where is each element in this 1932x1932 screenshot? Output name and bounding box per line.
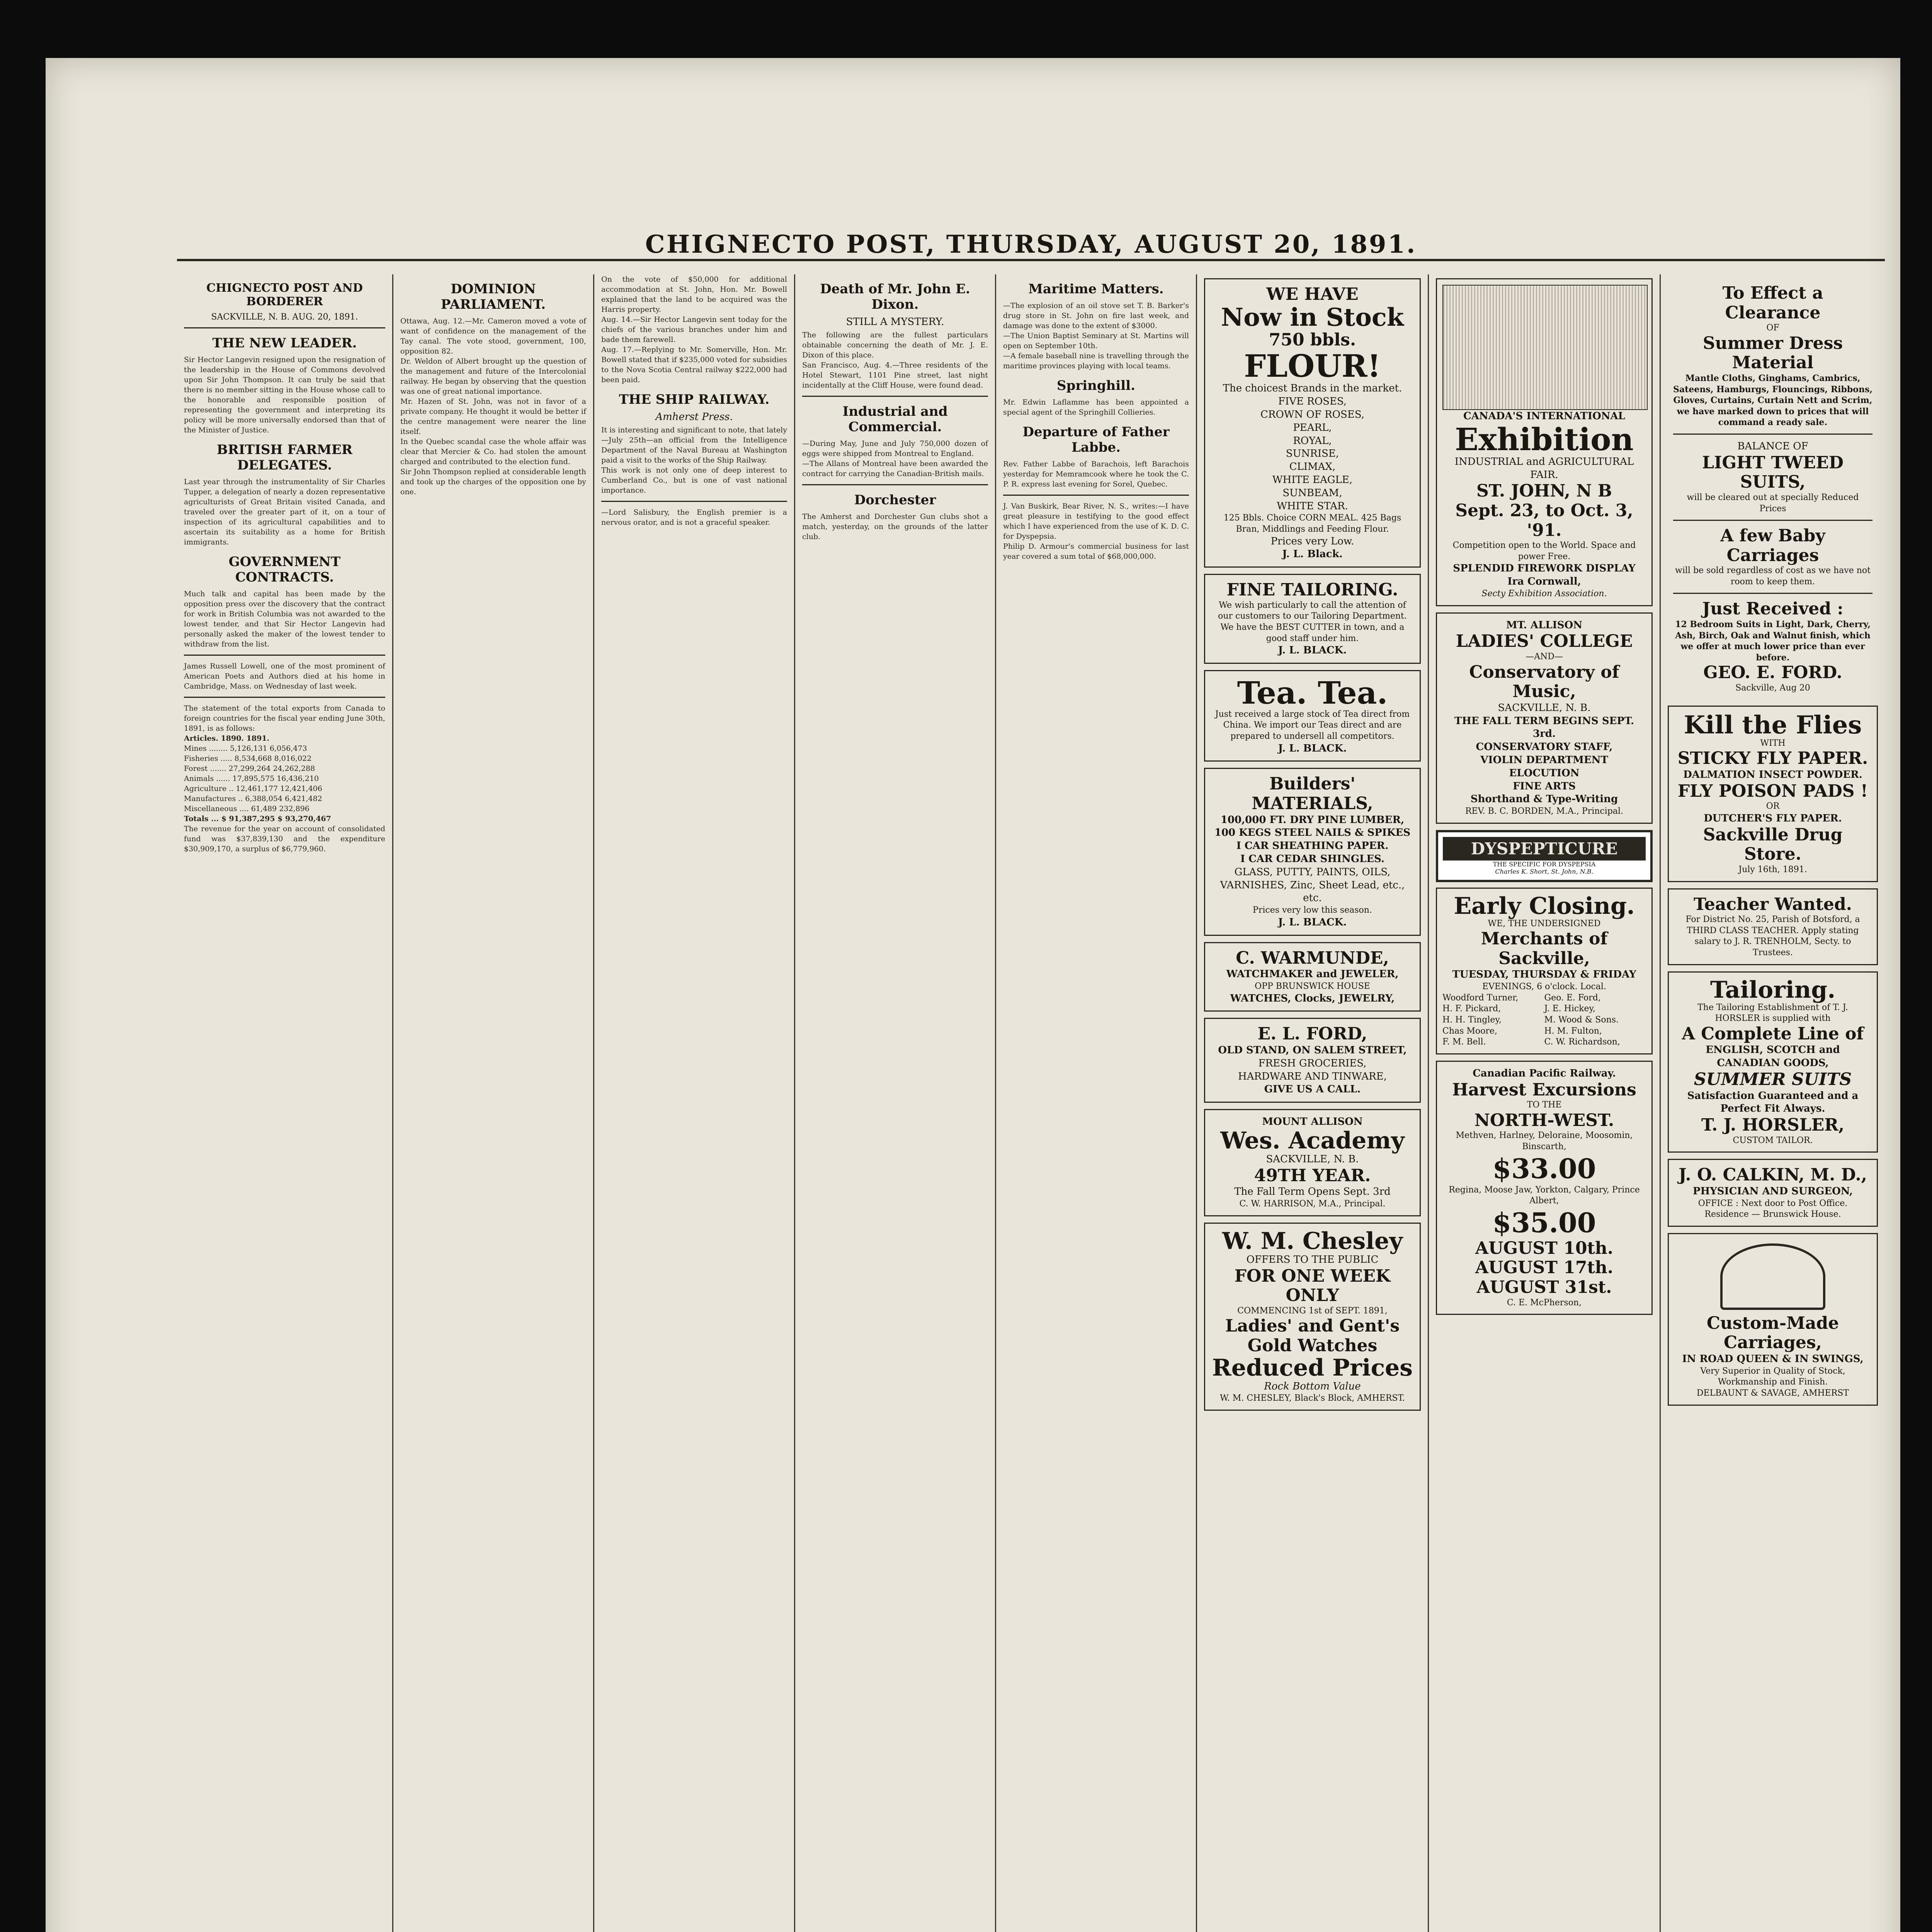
- column-6-ads: [1197, 274, 1429, 1932]
- article-body: —The Allans of Montreal have been awarded the contract for carrying the Canadian-British mails.: [802, 459, 988, 478]
- chesley-commencing: COMMENCING 1st of SEPT. 1891,: [1237, 1306, 1388, 1316]
- tailoring-ad: [1204, 574, 1421, 664]
- flour-prices: Prices very Low.: [1270, 535, 1354, 547]
- harvest-to: TO THE: [1527, 1100, 1562, 1110]
- carriages-signature: DELBAUNT & SAVAGE, AMHERST: [1696, 1388, 1849, 1398]
- ford-stand: OLD STAND, ON SALEM STREET,: [1218, 1044, 1407, 1056]
- article-headline: THE NEW LEADER.: [212, 335, 357, 351]
- drugstore-date: July 16th, 1891.: [1738, 864, 1807, 874]
- ford-hardware: HARDWARE AND TINWARE,: [1238, 1070, 1387, 1082]
- warmunde-trade: WATCHMAKER and JEWELER,: [1226, 968, 1399, 980]
- ford-date: Sackville, Aug 20: [1735, 683, 1810, 693]
- chesley-signature: W. M. CHESLEY, Black's Block, AMHERST.: [1220, 1393, 1405, 1403]
- tea-title: Tea. Tea.: [1237, 674, 1388, 711]
- tailoring-title: FINE TAILORING.: [1226, 580, 1398, 600]
- article-body: Ottawa, Aug. 12.—Mr. Cameron moved a vote of want of confidence on the management of the Tay canal. The vote stood, government, 100, opposition 82.: [400, 317, 586, 355]
- article-body: —A female baseball nine is travelling through the maritime provinces playing with local teams.: [1003, 352, 1189, 370]
- exports-total: Totals ... $ 91,387,295 $ 93,270,467: [184, 815, 331, 823]
- ford-goods: FRESH GROCERIES,: [1258, 1057, 1367, 1069]
- closing-evenings: EVENINGS, 6 o'clock. Local.: [1482, 982, 1606, 992]
- college-ad: [1436, 612, 1653, 824]
- article-headline: Industrial and Commercial.: [842, 404, 948, 435]
- column-2: [393, 274, 594, 1932]
- article-headline: GOVERNMENT CONTRACTS.: [228, 554, 341, 585]
- harvest-price: $35.00: [1492, 1206, 1596, 1239]
- clearance-of: OF: [1766, 323, 1779, 333]
- tea-ad: [1204, 670, 1421, 762]
- article-body: Philip D. Armour's commercial business for last year covered a sum total of $68,000,000.: [1003, 542, 1189, 561]
- builders-price: Prices very low this season.: [1253, 905, 1372, 915]
- flies-with: WITH: [1760, 738, 1786, 748]
- article-headline: THE SHIP RAILWAY.: [619, 392, 770, 407]
- merchant-name: H. F. Pickard,: [1442, 1004, 1501, 1014]
- article-body: Rev. Father Labbe of Barachois, left Barachois yesterday for Memramcook where he took the C. P. R. express last evening for Sorel, Quebec.: [1003, 460, 1189, 488]
- carriages-sub: IN ROAD QUEEN & IN SWINGS,: [1682, 1353, 1864, 1365]
- flies-ad: [1668, 706, 1878, 882]
- ford-call: GIVE US A CALL.: [1264, 1083, 1361, 1095]
- horsler-title: Tailoring.: [1710, 976, 1836, 1003]
- article-subhead: STILL A MYSTERY.: [846, 316, 944, 328]
- chesley-watches: Ladies' and Gent's Gold Watches: [1225, 1316, 1400, 1355]
- college-staff: CONSERVATORY STAFF,: [1476, 741, 1613, 753]
- merchant-name: Woodford Turner,: [1442, 993, 1519, 1003]
- lowell-notice: James Russell Lowell, one of the most prominent of American Poets and Authors died at his home in Cambridge, Mass. on Wednesday of last week.: [184, 662, 385, 690]
- divider: [1673, 434, 1872, 435]
- drugstore-name: Sackville Drug Store.: [1703, 825, 1843, 864]
- received-title: Just Received :: [1702, 599, 1844, 619]
- chesley-rock: Rock Bottom Value: [1264, 1380, 1361, 1392]
- newspaper-page: [46, 58, 1900, 1932]
- exhibition-location: ST. JOHN, N B: [1476, 481, 1612, 501]
- divider: [184, 655, 385, 656]
- merchant-name: J. E. Hickey,: [1544, 1004, 1596, 1014]
- harvest-date: AUGUST 10th.: [1475, 1238, 1614, 1258]
- college-and: —AND—: [1526, 651, 1563, 662]
- flour-brand: PEARL,: [1293, 422, 1332, 434]
- carriages-ad: [1668, 1233, 1878, 1406]
- ford-ad: [1204, 1018, 1421, 1103]
- exhibition-ad: [1436, 278, 1653, 606]
- merchant-name: C. W. Richardson,: [1544, 1037, 1620, 1047]
- article-body: —Lord Salisbury, the English premier is a nervous orator, and is not a graceful speaker.: [601, 508, 787, 527]
- paper-title: CHIGNECTO POST AND BORDERER: [206, 281, 363, 308]
- builders-item: I CAR CEDAR SHINGLES.: [1240, 853, 1385, 865]
- harvest-northwest: NORTH-WEST.: [1474, 1110, 1614, 1130]
- poison-title: FLY POISON PADS !: [1677, 781, 1868, 801]
- builders-misc: GLASS, PUTTY, PAINTS, OILS, VARNISHES, Zinc, Sheet Lead, etc., etc.: [1220, 866, 1405, 904]
- sticky-title: STICKY FLY PAPER.: [1677, 748, 1868, 769]
- divider: [1003, 495, 1189, 496]
- clearance-title: To Effect a Clearance: [1722, 283, 1823, 323]
- tea-body: Just received a large stock of Tea direct from China. We import our Teas direct and are prepared to undersell all competitors.: [1215, 709, 1410, 742]
- warmunde-goods: WATCHES, Clocks, JEWELRY,: [1230, 992, 1395, 1004]
- college-term: THE FALL TERM BEGINS SEPT. 3rd.: [1454, 715, 1634, 740]
- builders-ad: [1204, 768, 1421, 935]
- warmunde-ad: [1204, 942, 1421, 1012]
- harvest-signature: C. E. McPherson,: [1507, 1298, 1582, 1308]
- article-body: Last year through the instrumentality of Sir Charles Tupper, a delegation of nearly a dozen representative agriculturists of Great Britain visited Canada, and traveled over the greater part of it, on a tour of inspection of its agricultural capabilities and to ascertain its suitability as a home for British immigrants.: [184, 478, 385, 546]
- teacher-title: Teacher Wanted.: [1694, 894, 1852, 914]
- masthead-title: CHIGNECTO POST, THURSDAY, AUGUST 20, 1891.: [645, 230, 1417, 259]
- closing-days: TUESDAY, THURSDAY & FRIDAY: [1452, 969, 1636, 981]
- flour-word: FLOUR!: [1244, 348, 1381, 384]
- chesley-offers: OFFERS TO THE PUBLIC: [1246, 1253, 1379, 1265]
- exports-row: Animals ...... 17,895,575 16,436,210: [184, 774, 319, 783]
- exhibition-dates: Sept. 23, to Oct. 3, '91.: [1455, 500, 1633, 540]
- harvest-towns: Methven, Harlney, Deloraine, Moosomin, Binscarth,: [1456, 1131, 1633, 1151]
- chesley-name: W. M. Chesley: [1222, 1227, 1403, 1255]
- warmunde-location: OPP BRUNSWICK HOUSE: [1255, 981, 1370, 992]
- closing-merchants: Merchants of Sackville,: [1481, 929, 1608, 968]
- harvest-date: AUGUST 31st.: [1476, 1277, 1612, 1297]
- harvest-towns: Regina, Moose Jaw, Yorkton, Calgary, Prince Albert,: [1449, 1185, 1640, 1206]
- article-body: Sir Hector Langevin resigned upon the resignation of the leadership in the House of Commons devolved upon Sir John Thompson. It can truly be said that there is no member sitting in the House whose call to the honorable and responsible position of representing the government and interpreting its policy will be more universally endorsed than that of the Minister of Justice.: [184, 355, 385, 434]
- merchant-name: Chas Moore,: [1442, 1026, 1497, 1036]
- carriages-title: Custom-Made Carriages,: [1706, 1313, 1839, 1353]
- calkin-office: OFFICE : Next door to Post Office.: [1698, 1198, 1848, 1208]
- article-headline: Dorchester: [854, 492, 936, 508]
- dyspepticure-sub: THE SPECIFIC FOR DYSPEPSIA: [1493, 860, 1596, 868]
- column-4: [795, 274, 996, 1932]
- flour-pre: WE HAVE: [1266, 284, 1359, 304]
- harvest-date: AUGUST 17th.: [1475, 1258, 1614, 1278]
- flour-now: Now in Stock: [1221, 303, 1404, 332]
- carriage-icon: [1720, 1243, 1825, 1310]
- divider: [802, 484, 988, 485]
- article-body: This work is not only one of deep interest to Cumberland Co., but is one of vast national importance.: [601, 466, 787, 495]
- article-body: Mr. Hazen of St. John, was not in favor of a private company. He thought it would be better if the centre management were nearer the line itself.: [400, 397, 586, 436]
- ford-name: GEO. E. FORD.: [1703, 663, 1842, 683]
- column-7-ads: [1429, 274, 1661, 1932]
- closing-names: [1442, 993, 1646, 1048]
- exhibition-competition: Competition open to the World. Space and power Free.: [1452, 541, 1636, 561]
- warmunde-name: C. WARMUNDE,: [1236, 948, 1389, 968]
- builders-item: 100 KEGS STEEL NAILS & SPIKES: [1214, 827, 1411, 839]
- academy-location: SACKVILLE, N. B.: [1266, 1153, 1359, 1165]
- builders-title: Builders' MATERIALS,: [1252, 774, 1373, 814]
- dyspepticure-logo: DYSPEPTICURE: [1443, 837, 1646, 861]
- dyspepticure-ad: [1436, 830, 1653, 882]
- article-headline: Departure of Father Labbe.: [1022, 424, 1170, 455]
- article-body: —During May, June and July 750,000 dozen of eggs were shipped from Montreal to England.: [802, 439, 988, 458]
- divider: [184, 327, 385, 328]
- clearance-ad: [1668, 278, 1878, 699]
- article-body: Much talk and capital has been made by the opposition press over the discovery that the contract for work in British Columbia was not awarded to the lowest tender, and that Sir Hector Langevin had personally asked the maker of the lowest tender to withdraw from the list.: [184, 590, 385, 648]
- article-body: Aug. 17.—Replying to Mr. Somerville, Hon. Mr. Bowell stated that if $235,000 voted for subsidies to the Nova Scotia Central railway $222,000 had been paid.: [601, 345, 787, 384]
- calkin-title: PHYSICIAN AND SURGEON,: [1693, 1185, 1853, 1197]
- flour-brand: FIVE ROSES,: [1278, 396, 1347, 408]
- builders-item: I CAR SHEATHING PAPER.: [1236, 840, 1389, 852]
- exports-row: Forest ....... 27,299,264 24,262,288: [184, 764, 315, 773]
- academy-year: 49TH YEAR.: [1254, 1165, 1371, 1185]
- academy-ad: [1204, 1109, 1421, 1216]
- flies-title: Kill the Flies: [1684, 710, 1862, 740]
- cpr-title: Canadian Pacific Railway.: [1473, 1067, 1616, 1079]
- article-body: Dr. Weldon of Albert brought up the question of the management and future of the Intercolonial railway. He began by observing that the question was one of great national importance.: [400, 357, 586, 396]
- dutcher-line: DUTCHER'S FLY PAPER.: [1704, 813, 1842, 824]
- article-body: The Amherst and Dorchester Gun clubs shot a match, yesterday, on the grounds of the latter club.: [802, 512, 988, 541]
- ford-name: E. L. FORD,: [1257, 1024, 1367, 1044]
- article-body: San Francisco, Aug. 4.—Three residents of the Hotel Stewart, 1101 Pine street, last night incidentally at the Cliff House, were found dead.: [802, 361, 988, 389]
- exports-row: Manufactures .. 6,388,054 6,421,482: [184, 794, 322, 803]
- academy-term: The Fall Term Opens Sept. 3rd: [1234, 1186, 1391, 1198]
- closing-title: Early Closing.: [1454, 892, 1635, 920]
- dalmation-line: DALMATION INSECT POWDER.: [1683, 769, 1862, 781]
- column-8-ads: [1661, 274, 1885, 1932]
- college-violin: VIOLIN DEPARTMENT: [1480, 754, 1608, 766]
- article-body: It is interesting and significant to note, that lately—July 25th—an official from the Intelligence Department of the Naval Bureau at Washington paid a visit to the works of the Ship Railway.: [601, 426, 787, 464]
- academy-pre: MOUNT ALLISON: [1262, 1116, 1363, 1128]
- received-body: 12 Bedroom Suits in Light, Dark, Cherry, Ash, Birch, Oak and Walnut finish, which we offer at much lower price than ever before.: [1675, 619, 1871, 663]
- divider: [1673, 520, 1872, 521]
- flour-extra: 125 Bbls. Choice CORN MEAL. 425 Bags Bran, Middlings and Feeding Flour.: [1223, 513, 1401, 534]
- exports-row: Miscellaneous .... 61,489 232,896: [184, 804, 310, 813]
- tea-signature: J. L. BLACK.: [1278, 742, 1347, 754]
- article-headline: DOMINION PARLIAMENT.: [440, 281, 546, 312]
- revenue-note: The revenue for the year on account of consolidated fund was $37,839,130 and the expenditure $30,909,170, a surplus of $6,779,960.: [184, 825, 385, 853]
- exhibition-pre: CANADA'S INTERNATIONAL: [1463, 410, 1625, 422]
- article-body: Mr. Edwin Laflamme has been appointed a special agent of the Springhill Collieries.: [1003, 398, 1189, 417]
- article-body: —The explosion of an oil stove set T. B. Barker's drug store in St. John on fire last week, and damage was done to the extent of $3000.: [1003, 301, 1189, 330]
- tailoring-body: We wish particularly to call the attention of our customers to our Tailoring Department. We have the BEST CUTTER in town, and a good staff under him.: [1218, 600, 1407, 643]
- exhibition-signature: Ira Cornwall,: [1507, 576, 1581, 588]
- exports-row: Mines ........ 5,126,131 6,056,473: [184, 744, 307, 753]
- column-1: [177, 274, 393, 1932]
- college-title: LADIES' COLLEGE: [1456, 631, 1633, 651]
- horsler-ad: [1668, 971, 1878, 1153]
- testimonial: J. Van Buskirk, Bear River, N. S., writes:—I have great pleasure in testifying to the good effect which I have experienced from the use of K. D. C. for Dyspepsia.: [1003, 502, 1189, 541]
- academy-signature: C. W. HARRISON, M.A., Principal.: [1239, 1199, 1386, 1209]
- article-body: The following are the fullest particulars obtainable concerning the death of Mr. J. E. Dixon of this place.: [802, 331, 988, 359]
- college-pre: MT. ALLISON: [1506, 619, 1582, 631]
- column-5: [996, 274, 1197, 1932]
- college-shorthand: Shorthand & Type-Writing: [1470, 793, 1618, 805]
- divider: [802, 396, 988, 397]
- tweed-title: LIGHT TWEED SUITS,: [1702, 452, 1844, 492]
- flour-ad: [1204, 278, 1421, 568]
- harvest-ad: [1436, 1061, 1653, 1315]
- balance-of: BALANCE OF: [1737, 440, 1808, 452]
- column-3: [594, 274, 795, 1932]
- college-signature: REV. B. C. BORDEN, M.A., Principal.: [1465, 806, 1624, 816]
- exhibition-sub: INDUSTRIAL and AGRICULTURAL FAIR.: [1454, 456, 1634, 481]
- harvest-price: $33.00: [1492, 1152, 1596, 1185]
- article-headline: Death of Mr. John E. Dixon.: [820, 281, 970, 312]
- exports-intro: The statement of the total exports from Canada to foreign countries for the fiscal year ending June 30th, 1891, is as follows:: [184, 704, 385, 733]
- baby-title: A few Baby Carriages: [1720, 526, 1825, 565]
- horsler-body: The Tailoring Establishment of T. J. HORSLER is supplied with: [1697, 1002, 1848, 1024]
- teacher-ad: [1668, 888, 1878, 965]
- merchant-name: H. H. Tingley,: [1442, 1015, 1502, 1025]
- calkin-residence: Residence — Brunswick House.: [1704, 1209, 1841, 1219]
- exhibition-signature-title: Secty Exhibition Association.: [1481, 588, 1607, 599]
- merchant-name: Geo. E. Ford,: [1544, 993, 1601, 1003]
- flour-brand: SUNRISE,: [1286, 448, 1339, 460]
- carriages-body: Very Superior in Quality of Stock, Workmanship and Finish.: [1700, 1366, 1845, 1387]
- merchant-name: M. Wood & Sons.: [1544, 1015, 1619, 1025]
- summer-dress-title: Summer Dress Material: [1702, 333, 1843, 373]
- merchant-name: H. M. Fulton,: [1544, 1026, 1602, 1036]
- exports-row: Agriculture .. 12,461,177 12,421,406: [184, 784, 322, 793]
- chesley-ad: [1204, 1223, 1421, 1411]
- calkin-ad: [1668, 1159, 1878, 1227]
- horsler-line: A Complete Line of: [1682, 1024, 1864, 1044]
- tailoring-signature: J. L. BLACK.: [1278, 645, 1347, 656]
- tweed-body: will be cleared out at specially Reduced Prices: [1687, 492, 1859, 514]
- college-location: SACKVILLE, N. B.: [1498, 702, 1591, 714]
- clearance-body: Mantle Cloths, Ginghams, Cambrics, Sateens, Hamburgs, Flouncings, Ribbons, Gloves, Curtains, Curtain Nett and Scrim, we have marked down to prices that will command a ready sale.: [1673, 373, 1872, 428]
- exports-table-header: Articles. 1890. 1891.: [184, 734, 270, 743]
- college-elocution: ELOCUTION: [1509, 767, 1580, 779]
- horsler-title-line: CUSTOM TAILOR.: [1733, 1135, 1813, 1145]
- flour-brand: SUNBEAM,: [1282, 487, 1342, 499]
- columns: [177, 274, 1885, 1932]
- article-body: Aug. 14.—Sir Hector Langevin sent today for the chiefs of the various branches under him and bade them farewell.: [601, 315, 787, 344]
- teacher-body: For District No. 25, Parish of Botsford, a THIRD CLASS TEACHER. Apply stating salary to J. R. TRENHOLM, Secty. to Trustees.: [1685, 915, 1860, 957]
- article-source: Amherst Press.: [655, 411, 733, 423]
- article-headline: Maritime Matters.: [1028, 281, 1164, 297]
- college-fine-arts: FINE ARTS: [1513, 780, 1576, 792]
- article-body: —The Union Baptist Seminary at St. Martins will open on September 10th.: [1003, 332, 1189, 350]
- dateline: SACKVILLE, N. B. AUG. 20, 1891.: [211, 312, 358, 322]
- exhibition-display: SPLENDID FIREWORK DISPLAY: [1453, 563, 1636, 575]
- flour-brand: WHITE STAR.: [1277, 500, 1348, 512]
- masthead: [177, 205, 1885, 261]
- exhibition-title: Exhibition: [1455, 421, 1634, 457]
- exports-row: Fisheries ..... 8,534,668 8,016,022: [184, 754, 312, 763]
- baby-body: will be sold regardless of cost as we have not room to keep them.: [1675, 566, 1871, 587]
- horsler-satisfaction: Satisfaction Guaranteed and a Perfect Fit Always.: [1687, 1090, 1859, 1115]
- article-body: On the vote of $50,000 for additional accommodation at St. John, Hon. Mr. Bowell explained that the land to be acquired was the Harris property.: [601, 275, 787, 314]
- article-headline: Springhill.: [1057, 378, 1135, 393]
- conservatory-title: Conservatory of Music,: [1469, 662, 1619, 702]
- horsler-summer: SUMMER SUITS: [1694, 1069, 1852, 1089]
- article-body: Sir John Thompson replied at considerable length and took up the charges of the opposition one by one.: [400, 468, 586, 496]
- flour-brand: CLIMAX,: [1289, 461, 1336, 473]
- divider: [601, 501, 787, 502]
- flour-brand: CROWN OF ROSES,: [1260, 408, 1364, 420]
- closing-ad: [1436, 888, 1653, 1054]
- academy-title: Wes. Academy: [1220, 1127, 1405, 1154]
- horsler-cloth: ENGLISH, SCOTCH and CANADIAN GOODS,: [1706, 1044, 1840, 1069]
- article-headline: BRITISH FARMER DELEGATES.: [216, 442, 353, 473]
- calkin-name: J. O. CALKIN, M. D.,: [1679, 1165, 1867, 1185]
- chesley-reduced: Reduced Prices: [1212, 1354, 1413, 1381]
- builders-signature: J. L. BLACK.: [1278, 916, 1347, 928]
- harvest-title: Harvest Excursions: [1452, 1080, 1636, 1100]
- exhibition-engraving: [1442, 285, 1648, 410]
- article-body: In the Quebec scandal case the whole affair was clear that Mercier & Co. had stolen the amount charged and contributed to the election fund.: [400, 437, 586, 466]
- flour-bbls: 750 bbls.: [1269, 330, 1356, 350]
- closing-sub: WE, THE UNDERSIGNED: [1488, 918, 1601, 929]
- divider: [184, 697, 385, 698]
- flour-desc: The choicest Brands in the market.: [1223, 383, 1402, 395]
- chesley-week: FOR ONE WEEK ONLY: [1234, 1266, 1391, 1306]
- builders-item: 100,000 FT. DRY PINE LUMBER,: [1220, 814, 1405, 826]
- flour-signature: J. L. Black.: [1282, 548, 1343, 560]
- divider: [1673, 593, 1872, 594]
- horsler-name: T. J. HORSLER,: [1701, 1115, 1845, 1135]
- merchant-name: F. M. Bell.: [1442, 1037, 1486, 1047]
- flour-brand: WHITE EAGLE,: [1272, 474, 1353, 486]
- flour-brand: ROYAL,: [1293, 435, 1332, 447]
- dyspepticure-makers: Charles K. Short, St. John, N.B.: [1495, 867, 1594, 875]
- poison-or: OR: [1766, 801, 1780, 811]
